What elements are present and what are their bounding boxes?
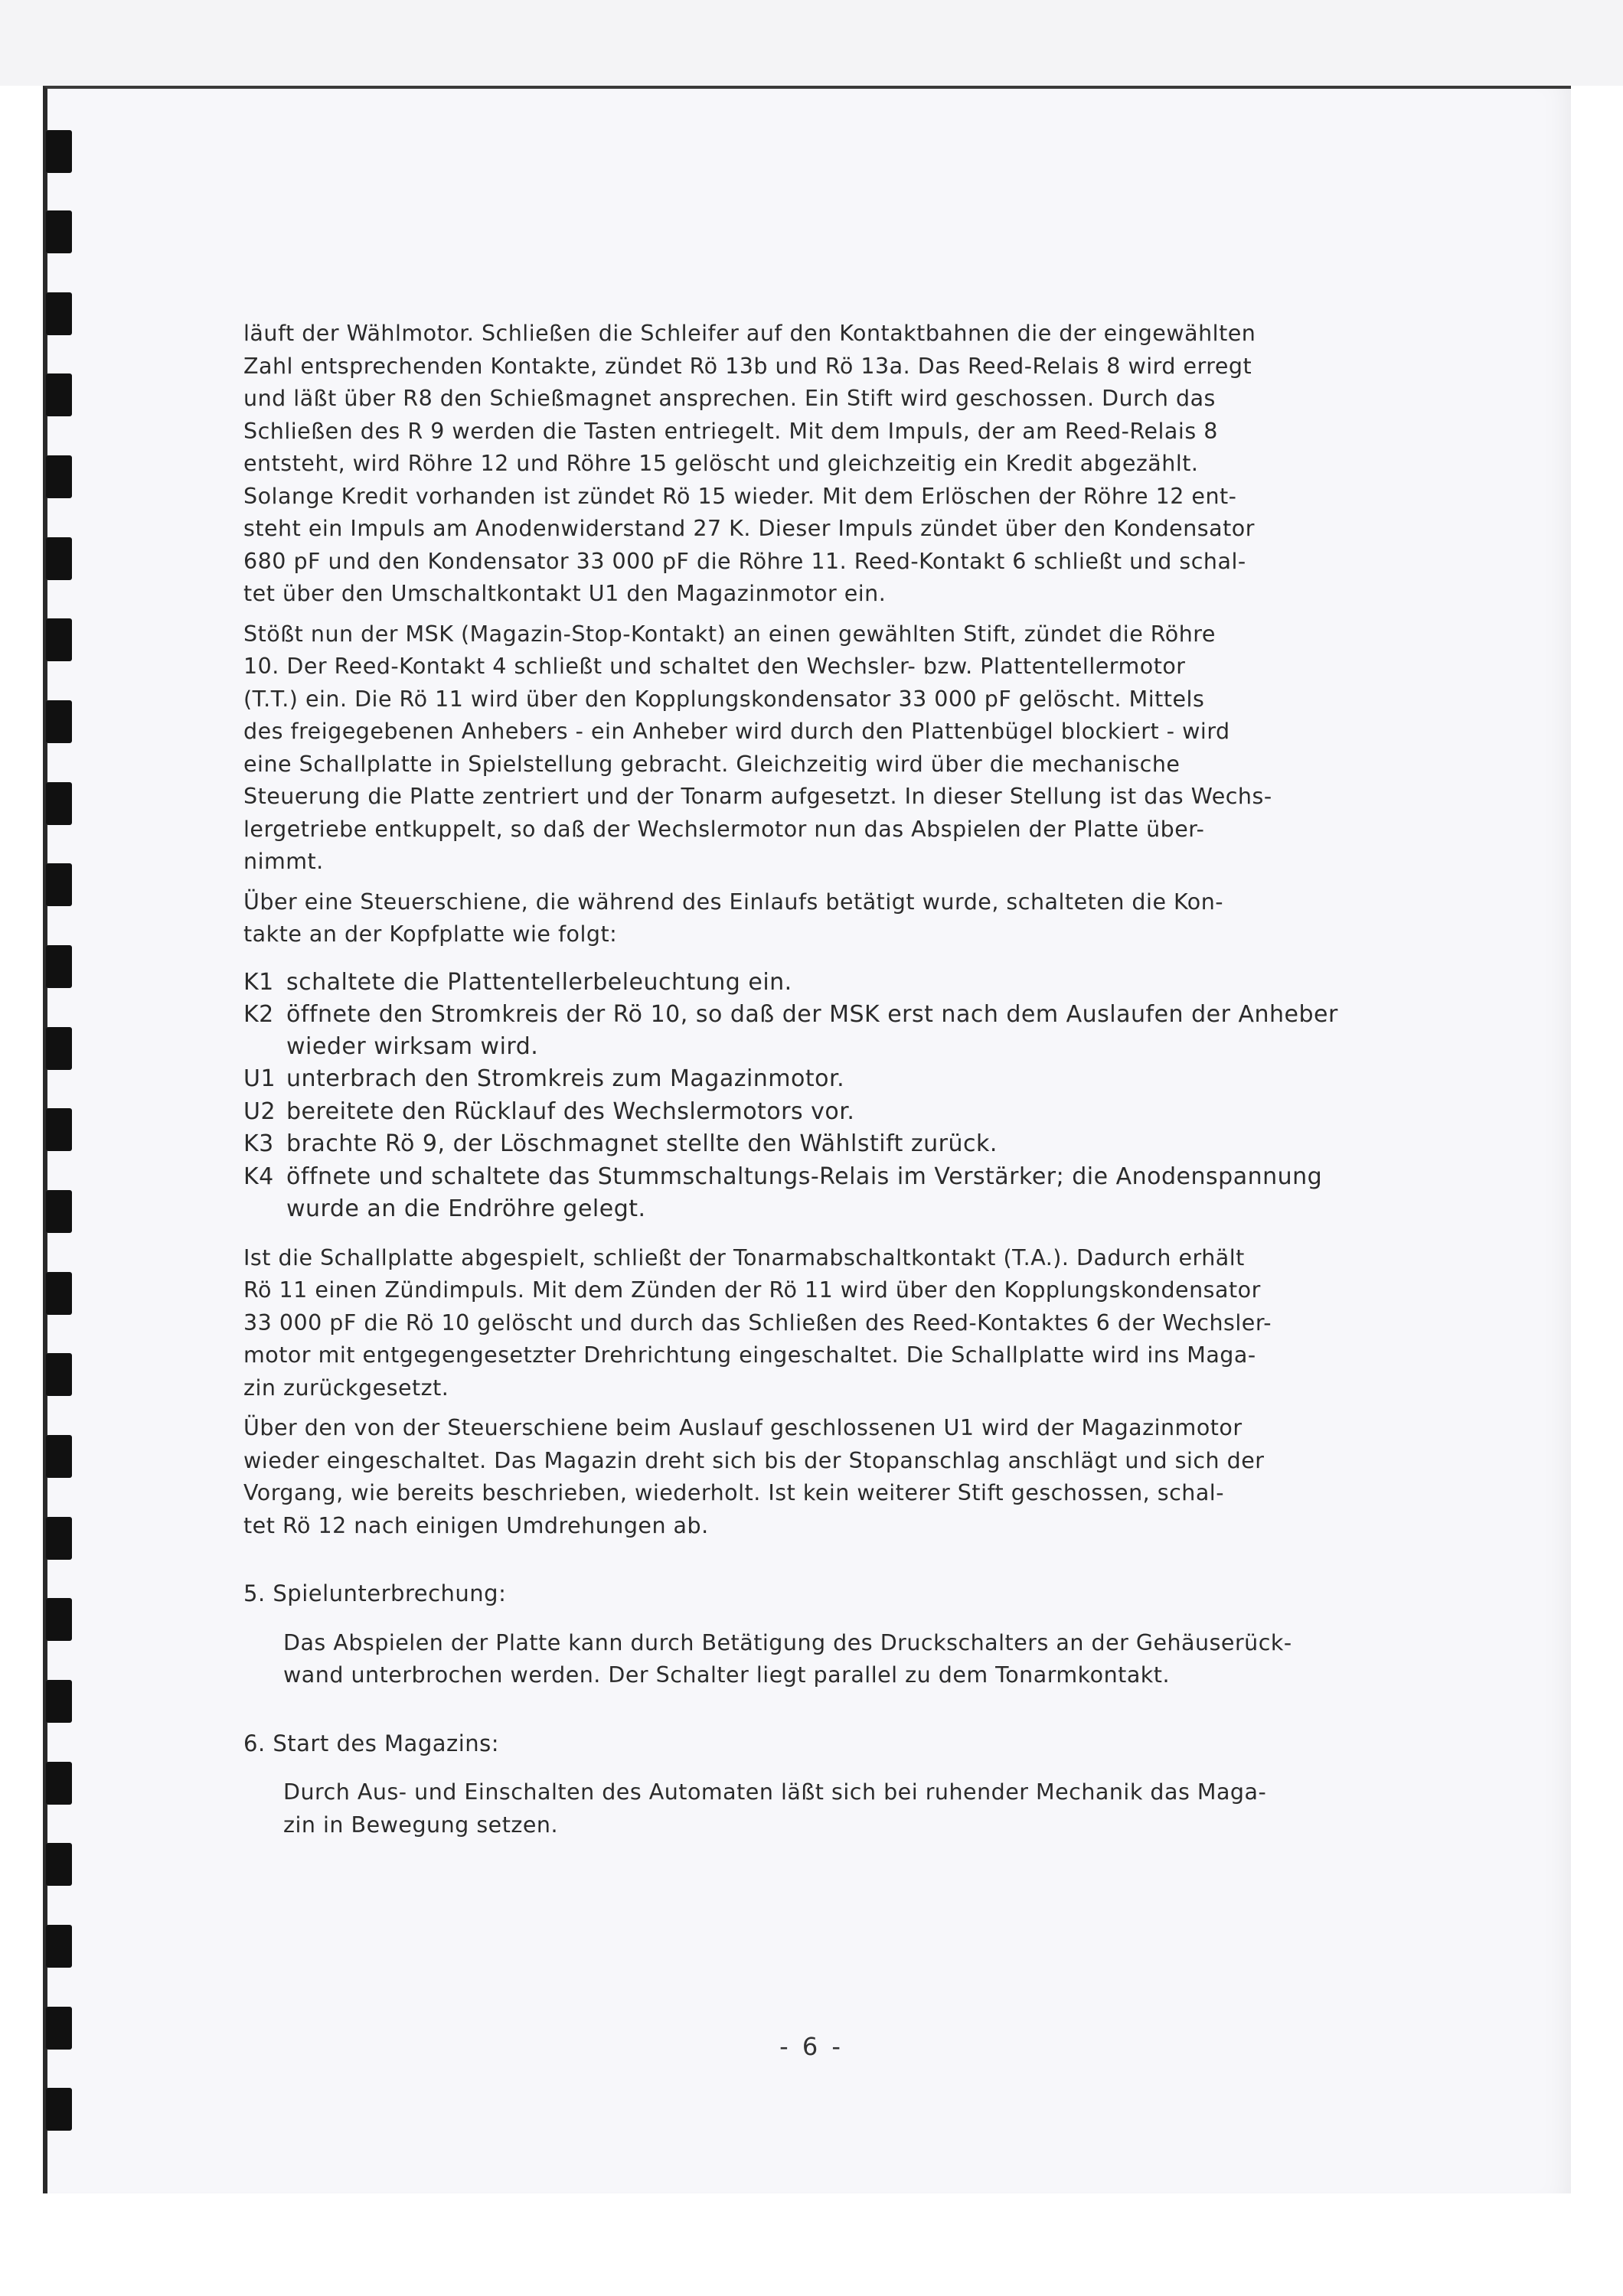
- binding-hole: [46, 1843, 72, 1886]
- binding-hole: [46, 1435, 72, 1478]
- contact-description: bereitete den Rücklauf des Wechslermotors vor.: [286, 1097, 855, 1125]
- binding-hole: [46, 1353, 72, 1396]
- list-item: [243, 967, 1426, 1000]
- section-heading: 5. Spielunterbrechung:: [243, 1580, 507, 1606]
- binding-hole: [46, 1272, 72, 1315]
- contact-list: [243, 967, 1426, 1225]
- binding-hole: [46, 700, 72, 743]
- list-item: [243, 1128, 1426, 1161]
- binding-hole: [46, 1108, 72, 1151]
- section-heading: 6. Start des Magazins:: [243, 1730, 500, 1756]
- binding-hole: [46, 618, 72, 661]
- binding-hole: [46, 1517, 72, 1560]
- binding-hole: [46, 1027, 72, 1070]
- binding-hole: [46, 863, 72, 906]
- paragraph: läuft der Wählmotor. Schließen die Schleifer auf den Kontaktbahnen die der eingewählten Zahl entsprechenden Kontakte, zündet Rö 13b und Rö 13a. Das Reed-Relais 8 wird erregt und läßt über R8 den Schießmagnet ansprechen. Ein Stift wird geschossen. Durch das Schließen des R 9 werden die Tasten entriegelt. Mit dem Impuls, der am Reed-Relais 8 entsteht, wird Röhre 12 und Röhre 15 gelöscht und gleichzeitig ein Kredit abgezählt. Solange Kredit vorhanden ist zündet Rö 15 wieder. Mit dem Erlöschen der Röhre 12 ent- steht ein Impuls am Anodenwiderstand 27 K. Dieser Impuls zündet über den Kondensator 680 pF und den Kondensator 33 000 pF die Röhre 11. Reed-Kontakt 6 schließt und schal- tet über den Umschaltkontakt U1 den Magazinmotor ein.: [243, 321, 1256, 606]
- section-body: Das Abspielen der Platte kann durch Betätigung des Druckschalters an der Gehäuserück- wand unterbrochen werden. Der Schalter liegt parallel zu dem Tonarmkontakt.: [283, 1629, 1292, 1688]
- section-start-magazin: [243, 1727, 1426, 1842]
- contact-description: unterbrach den Stromkreis zum Magazinmotor.: [286, 1065, 845, 1092]
- contact-description: öffnete und schaltete das Stummschaltungs-Relais im Verstärker; die Anodenspannung wurde an die Endröhre gelegt.: [286, 1163, 1323, 1222]
- binding-hole: [46, 2007, 72, 2050]
- paragraph: Ist die Schallplatte abgespielt, schließt der Tonarmabschaltkontakt (T.A.). Dadurch erhält Rö 11 einen Zündimpuls. Mit dem Zünden der Rö 11 wird über den Kopplungskondensator 33 000 pF die Rö 10 gelöscht und durch das Schließen des Reed-Kontaktes 6 der Wechsler- motor mit entgegengesetzter Drehrichtung eingeschaltet. Die Schallplatte wird ins Maga- zin zurückgesetzt.: [243, 1244, 1272, 1401]
- contact-description: brachte Rö 9, der Löschmagnet stellte den Wählstift zurück.: [286, 1130, 998, 1157]
- scan-background: [0, 0, 1623, 86]
- paragraph: Über eine Steuerschiene, die während des Einlaufs betätigt wurde, schalteten die Kon- takte an der Kopfplatte wie folgt:: [243, 889, 1224, 947]
- list-item: [243, 1063, 1426, 1096]
- paragraph: Über den von der Steuerschiene beim Auslauf geschlossenen U1 wird der Magazinmotor wieder eingeschaltet. Das Magazin dreht sich bis der Stopanschlag anschlägt und sich der Vorgang, wie bereits beschrieben, wiederholt. Ist kein weiterer Stift geschossen, schal- tet Rö 12 nach einigen Umdrehungen ab.: [243, 1415, 1265, 1538]
- binding-hole: [46, 1680, 72, 1723]
- list-item: [243, 1096, 1426, 1129]
- binding-hole: [46, 782, 72, 825]
- contact-code: K1: [243, 968, 274, 996]
- binding-hole: [46, 945, 72, 988]
- binding-hole: [46, 210, 72, 253]
- binding-hole: [46, 1190, 72, 1233]
- binding-hole: [46, 130, 72, 173]
- binding-hole: [46, 2088, 72, 2131]
- binding-hole: [46, 292, 72, 335]
- binding-hole: [46, 537, 72, 580]
- contact-code: U1: [243, 1065, 276, 1092]
- list-item: [243, 999, 1426, 1063]
- binding-hole: [46, 1762, 72, 1805]
- spiral-binding: [46, 115, 77, 2181]
- binding-hole: [46, 373, 72, 416]
- section-body: Durch Aus- und Einschalten des Automaten läßt sich bei ruhender Mechanik das Maga- zin in Bewegung setzen.: [283, 1779, 1267, 1838]
- contact-code: K3: [243, 1130, 274, 1157]
- section-spielunterbrechung: [243, 1577, 1426, 1692]
- page-number: - 6 -: [779, 2032, 844, 2061]
- contact-code: K4: [243, 1163, 274, 1190]
- list-item: [243, 1161, 1426, 1225]
- contact-description: schaltete die Plattentellerbeleuchtung ein.: [286, 968, 792, 996]
- contact-code: U2: [243, 1097, 276, 1125]
- body-text: [243, 318, 1426, 1841]
- binding-hole: [46, 1598, 72, 1641]
- paragraph: Stößt nun der MSK (Magazin-Stop-Kontakt) an einen gewählten Stift, zündet die Röhre 10. Der Reed-Kontakt 4 schließt und schaltet den Wechsler- bzw. Plattentellermotor (T.T.) ein. Die Rö 11 wird über den Kopplungskondensator 33 000 pF gelöscht. Mittels des freigegebenen Anhebers - ein Anheber wird durch den Plattenbügel blockiert - wird eine Schallplatte in Spielstellung gebracht. Gleichzeitig wird über die mechanische Steuerung die Platte zentriert und der Tonarm aufgesetzt. In dieser Stellung ist das Wechs- lergetriebe entkuppelt, so daß der Wechslermotor nun das Abspielen der Platte über- nimmt.: [243, 621, 1272, 874]
- binding-hole: [46, 1925, 72, 1968]
- contact-description: öffnete den Stromkreis der Rö 10, so daß der MSK erst nach dem Auslaufen der Anheber wieder wirksam wird.: [286, 1001, 1338, 1060]
- binding-hole: [46, 455, 72, 498]
- contact-code: K2: [243, 1001, 274, 1028]
